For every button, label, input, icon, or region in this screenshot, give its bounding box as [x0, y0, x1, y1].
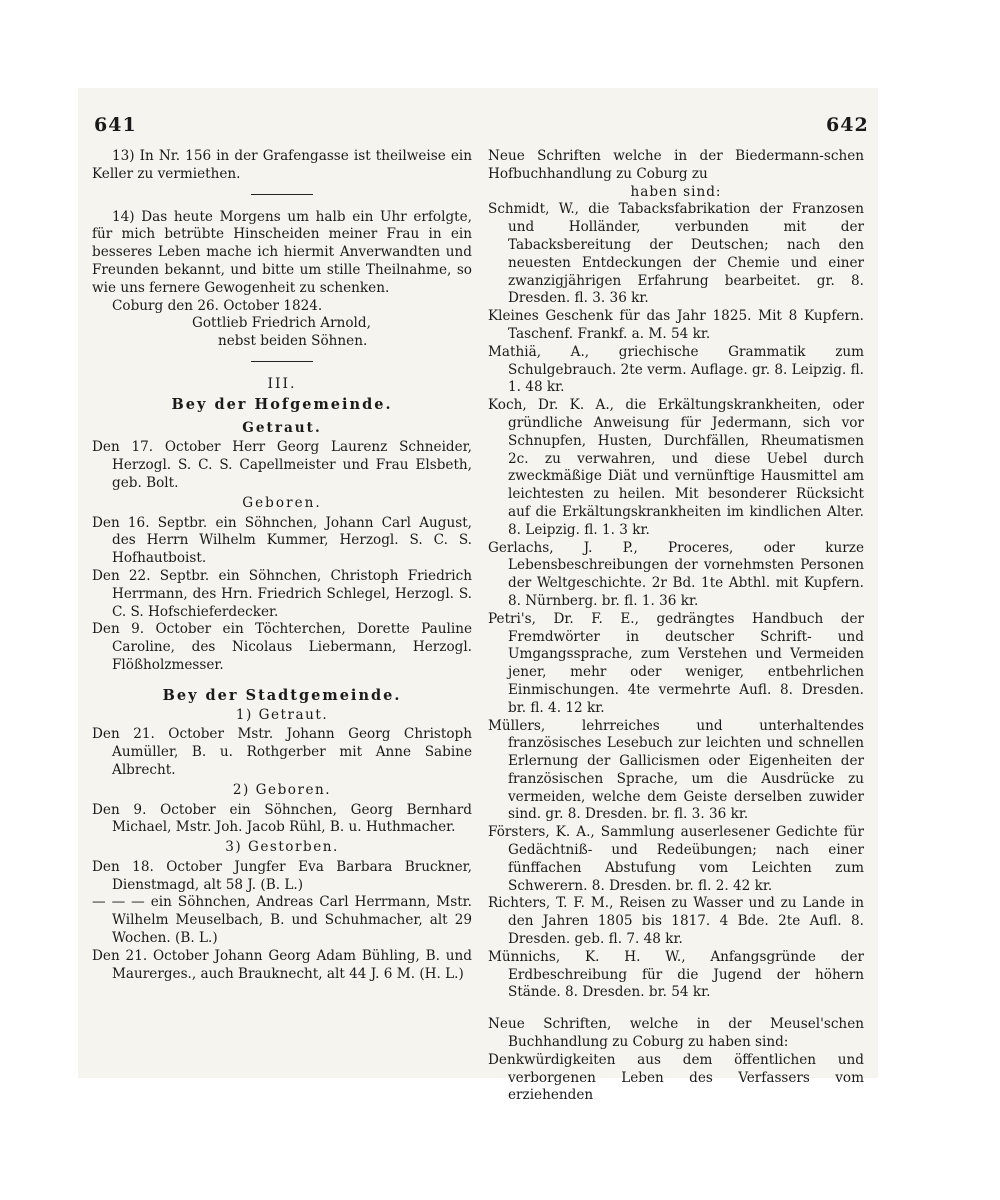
- biedermann-heading-end: haben sind:: [630, 183, 722, 200]
- hof-getraut-entry: Den 17. October Herr Georg Laurenz Schneider, Herzogl. S. C. S. Capellmeister und Frau Elsbeth, geb. Bolt.: [92, 439, 472, 491]
- stadt-getraut-heading: 1) Getraut.: [235, 706, 329, 723]
- stadt-gestorben-heading: 3) Gestorben.: [225, 839, 339, 856]
- book-entry: Mathiä, A., griechische Grammatik zum Schulgebrauch. 2te verm. Auflage. gr. 8. Leipzig. fl. 1. 48 kr.: [488, 343, 864, 396]
- right-column: [488, 148, 864, 1105]
- left-column: [92, 148, 472, 983]
- notice-13: 13) In Nr. 156 in der Grafengasse ist theilweise ein Keller zu vermiethen.: [92, 148, 472, 182]
- book-entry: Kleines Geschenk für das Jahr 1825. Mit 8 Kupfern. Taschenf. Frankf. a. M. 54 kr.: [488, 308, 864, 342]
- hof-geboren-entry: Den 16. Septbr. ein Söhnchen, Johann Carl August, des Herrn Wilhelm Kummer, Herzogl. S. C. S. Hofhautboist.: [92, 514, 472, 567]
- signature-name: Gottlieb Friedrich Arnold,: [192, 315, 371, 332]
- stadt-gestorben-entry: Den 18. October Jungfer Eva Barbara Bruckner, Dienstmagd, alt 58 J. (B. L.): [92, 858, 472, 893]
- hof-geboren-heading: Geboren.: [242, 494, 322, 511]
- stadt-gestorben-entry: — — — ein Söhnchen, Andreas Carl Herrmann, Mstr. Wilhelm Meuselbach, B. und Schuhmacher, alt 29 Wochen. (B. L.): [92, 894, 472, 947]
- book-entry: Petri's, Dr. F. E., gedrängtes Handbuch der Fremdwörter in deutscher Schrift- und Umgangssprache, zum Verstehen und Vermeiden jener, mehr oder weniger, entbehrlichen Einmischungen. 4te vermehrte Aufl. 8. Dresden. br. fl. 4. 12 kr.: [488, 610, 864, 716]
- stadt-geboren-entry: Den 9. October ein Söhnchen, Georg Bernhard Michael, Mstr. Joh. Jacob Rühl, B. u. Huthmacher.: [92, 801, 472, 836]
- stadt-gestorben-entry: Den 21. October Johann Georg Adam Bühling, B. und Maurerges., auch Brauknecht, alt 44 J. 6 M. (H. L.): [92, 947, 472, 982]
- book-entry: Försters, K. A., Sammlung auserlesener Gedichte für Gedächtniß- und Redeübungen; nach einer fünffachen Abstufung vom Leichten zum Schwerern. 8. Dresden. br. fl. 2. 42 kr.: [488, 824, 864, 894]
- stadt-getraut-entry: Den 21. October Mstr. Johann Georg Christoph Aumüller, B. u. Rothgerber mit Anne Sabine Albrecht.: [92, 726, 472, 778]
- book-entry: Gerlachs, J. P., Proceres, oder kurze Lebensbeschreibungen der vornehmsten Personen der Weltgeschichte. 2r Bd. 1te Abthl. mit Kupfern. 8. Nürnberg. br. fl. 1. 36 kr.: [488, 539, 864, 609]
- divider-rule: [251, 194, 313, 195]
- book-entry: Schmidt, W., die Tabacksfabrikation der Franzosen und Holländer, verbunden mit der Tabacksbereitung der Deutschen; nach den neuesten Entdeckungen der Chemie und einer zwanzigjährigen Erfahrung bearbeitet. gr. 8. Dresden. fl. 3. 36 kr.: [488, 201, 864, 307]
- notice-14: 14) Das heute Morgens um halb ein Uhr erfolgte, für mich betrübte Hinscheiden meiner Frau in ein besseres Leben mache ich hiermit Anverwandten und Freunden bekannt, und bitte um stille Theilnahme, so wie uns fernere Gewogenheit zu schenken.: [92, 208, 472, 296]
- stadt-geboren-heading: 2) Geboren.: [232, 781, 332, 798]
- divider-rule: [251, 361, 313, 362]
- book-entry: Koch, Dr. K. A., die Erkältungskrankheiten, oder gründliche Anweisung für Jedermann, sich vor Schnupfen, Husten, Durchfällen, Rheumatismen 2c. zu verwahren, und diese Uebel durch zweckmäßige Diät und vernünftige Hausmittel am leichtesten zu heilen. Mit besonderer Rücksicht auf die Erkältungskrankheiten im kindlichen Alter. 8. Leipzig. fl. 1. 3 kr.: [488, 397, 864, 538]
- hof-getraut-heading: Getraut.: [242, 419, 322, 436]
- hofgemeinde-heading: Bey der Hofgemeinde.: [171, 395, 393, 413]
- page-number-right: 642: [826, 114, 869, 136]
- stadtgemeinde-heading: Bey der Stadtgemeinde.: [162, 686, 402, 704]
- book-entry: Münnichs, K. H. W., Anfangsgründe der Erdbeschreibung für die Jugend der höhern Stände. 8. Dresden. br. 54 kr.: [488, 948, 864, 1001]
- book-entry: Müllers, lehrreiches und unterhaltendes französisches Lesebuch zur leichten und schnellen Erlernung der Gallicismen oder Eigenheiten der französischen Sprache, um die Ausdrücke zu vermeiden, welche dem Geiste derselben zuwider sind. gr. 8. Dresden. br. fl. 3. 36 kr.: [488, 717, 864, 823]
- hof-geboren-entry: Den 22. Septbr. ein Söhnchen, Christoph Friedrich Herrmann, des Hrn. Friedrich Schlegel, Herzogl. S. C. S. Hofschieferdecker.: [92, 567, 472, 620]
- notice-date: Coburg den 26. October 1824.: [112, 297, 323, 314]
- meusel-heading: Neue Schriften, welche in der Meusel'schen Buchhandlung zu Coburg zu haben sind:: [488, 1016, 864, 1051]
- signature-addition: nebst beiden Söhnen.: [218, 333, 368, 350]
- book-entry: Richters, T. F. M., Reisen zu Wasser und zu Lande in den Jahren 1805 bis 1817. 4 Bde. 2te Aufl. 8. Dresden. geb. fl. 7. 48 kr.: [488, 895, 864, 948]
- biedermann-heading: Neue Schriften welche in der Biedermann-schen Hofbuchhandlung zu Coburg zu: [488, 148, 864, 182]
- hof-geboren-entry: Den 9. October ein Töchterchen, Dorette Pauline Caroline, des Nicolaus Liebermann, Herzogl. Flößholzmesser.: [92, 621, 472, 673]
- book-entry: Denkwürdigkeiten aus dem öffentlichen und verborgenen Leben des Verfassers vom erziehenden: [488, 1051, 864, 1104]
- page-number-left: 641: [94, 114, 137, 136]
- section-number: III.: [267, 375, 297, 392]
